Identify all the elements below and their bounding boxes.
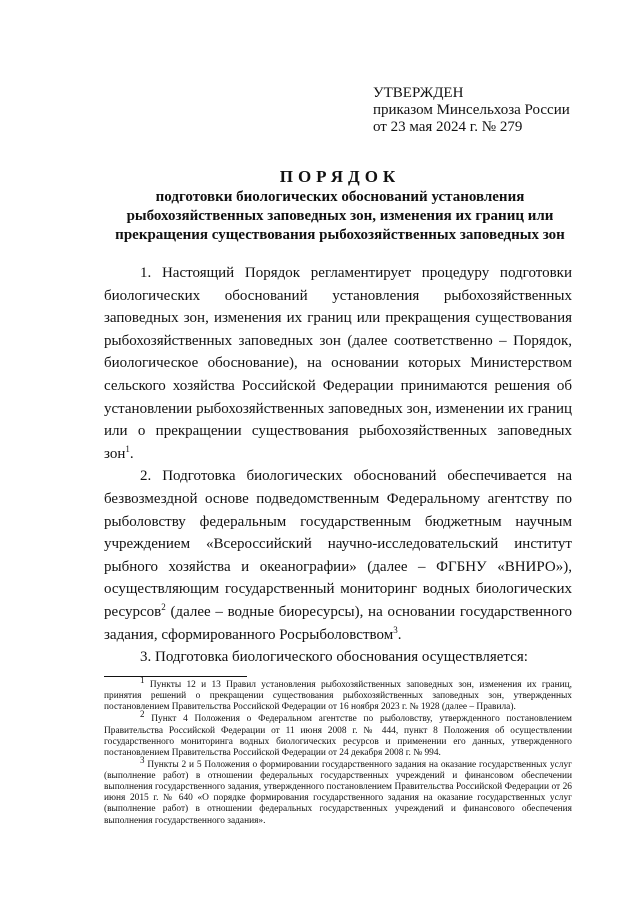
- footnote-ref-2: 2: [161, 601, 166, 612]
- title-line-2: рыбохозяйственных заповедных зон, изменения их границ или: [126, 208, 554, 224]
- title-line-1: подготовки биологических обоснований установления: [155, 189, 525, 205]
- approval-status: УТВЕРЖДЕН: [373, 85, 464, 101]
- approval-order: приказом Минсельхоза России: [373, 102, 570, 118]
- footnote-2-text: Пункт 4 Положения о Федеральном агентстве по рыболовству, утвержденного постановлением Правительства Российской Федерации от 11 июня 2008 г. № 444, пункт 8 Положения об осуществлении государственного мониторинга водных биологических ресурсов и применении его данных, утвержденного постановлением Правительства Российской Федерации от 24 декабря 2008 г. № 994.: [104, 714, 572, 758]
- footnote-1-number: 1: [140, 675, 145, 685]
- paragraph-1: [104, 262, 572, 465]
- footnote-1-text: Пункты 12 и 13 Правил установления рыбохозяйственных заповедных зон, изменения их границ, принятия решений о прекращении существования рыбохозяйственных заповедных зон, утвержденных постановлением Правительства Российской Федерации от 16 ноября 2023 г. № 1928 (далее – Правила).: [104, 680, 572, 713]
- approval-block: [373, 85, 570, 136]
- document-title: [100, 166, 580, 245]
- footnote-2: [104, 709, 572, 759]
- paragraph-1-text: 1. Настоящий Порядок регламентирует процедуру подготовки биологических обоснований установления рыбохозяйственных заповедных зон, изменения их границ или прекращения существования рыбохозяйственных заповедных зон (далее соответственно – Порядок, биологическое обоснование), на основании которых Министерством сельского хозяйства Российской Федерации принимаются решения об установлении рыбохозяйственных заповедных зон, изменении их границ или о прекращении существования рыбохозяйственных заповедных зон: [104, 265, 572, 462]
- document-body: [104, 262, 572, 669]
- title-line-3: прекращения существования рыбохозяйственных заповедных зон: [115, 227, 565, 243]
- paragraph-2-text-b: (далее – водные биоресурсы), на основании государственного задания, сформированного Росрыболовством: [104, 603, 572, 643]
- footnote-3-number: 3: [140, 754, 145, 765]
- footnote-3: [104, 754, 572, 827]
- footnotes: [104, 675, 572, 828]
- footnote-ref-3: 3: [393, 624, 398, 635]
- paragraph-3: 3. Подготовка биологического обоснования осуществляется:: [140, 649, 528, 666]
- paragraph-1-end: .: [129, 445, 134, 462]
- footnote-separator: [104, 676, 247, 677]
- approval-date: от 23 мая 2024 г. № 279: [373, 119, 523, 135]
- paragraph-2-end: .: [397, 626, 402, 643]
- footnote-3-text: Пункты 2 и 5 Положения о формировании государственного задания на оказание государственных услуг (выполнение работ) в отношении федеральных государственных учреждений и финансовом обеспечении выполнения государственного задания, утвержденного постановлением Правительства Российской Федерации от 26 июня 2015 г. № 640 «О порядке формирования государственного задания на оказание государственных услуг (выполнение работ) в отношении федеральных государственных учреждений и финансового обеспечения выполнения государственного задания».: [104, 760, 572, 826]
- title-heading: ПОРЯДОК: [279, 167, 401, 186]
- footnote-ref-1: 1: [125, 443, 130, 454]
- paragraph-2: [104, 465, 572, 646]
- footnote-2-number: 2: [140, 709, 145, 720]
- footnote-1: [104, 675, 572, 713]
- paragraph-2-text-a: 2. Подготовка биологических обоснований обеспечивается на безвозмездной основе подведомственным Федеральному агентству по рыболовству федеральным государственным бюджетным научным учреждением «Всероссийский научно-исследовательский институт рыбного хозяйства и океанографии» (далее – ФГБНУ «ВНИРО»), осуществляющим государственный мониторинг водных биологических ресурсов: [104, 468, 572, 620]
